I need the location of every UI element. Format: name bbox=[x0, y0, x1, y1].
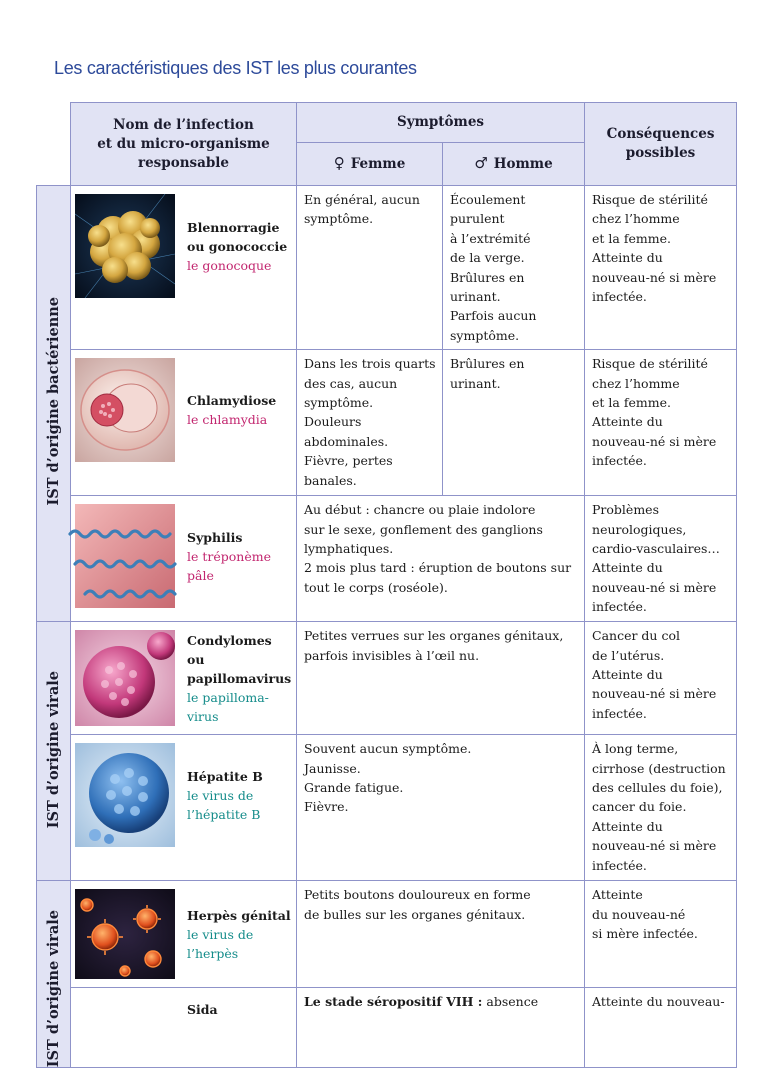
symptoms-combined bbox=[297, 988, 585, 1068]
page-title: Les caractéristiques des IST les plus courantes bbox=[54, 58, 417, 78]
table-row bbox=[37, 622, 737, 735]
infection-cell bbox=[71, 350, 297, 496]
symptoms-male: Brûlures en urinant. bbox=[443, 350, 585, 496]
herpes-virus-image bbox=[75, 889, 175, 979]
infection-name: Hépatite B bbox=[187, 768, 263, 784]
infection-agent: le tréponème pâle bbox=[187, 548, 271, 583]
table-row bbox=[37, 496, 737, 622]
infection-cell bbox=[71, 186, 297, 350]
infection-agent: le virus de l’hépatite B bbox=[187, 787, 261, 822]
header-infection-name: Nom de l’infection et du micro-organisme responsable bbox=[71, 103, 297, 186]
table-row bbox=[37, 186, 737, 350]
header-female-label: Femme bbox=[350, 156, 406, 172]
infection-cell bbox=[71, 496, 297, 622]
symptoms-combined: Petites verrues sur les organes génitaux, parfois invisibles à l’œil nu. bbox=[297, 622, 585, 735]
symptoms-female: En général, aucun symptôme. bbox=[297, 186, 443, 350]
consequences: Problèmes neurologiques, cardio-vasculaires… Atteinte du nouveau-né si mère infectée. bbox=[585, 496, 737, 622]
consequences: Atteinte du nouveau-né si mère infectée. bbox=[585, 881, 737, 988]
group-viral-label: IST d’origine virale bbox=[45, 670, 62, 828]
group-bacterial bbox=[37, 186, 71, 622]
infection-name: Condylomes ou papillomavirus bbox=[187, 632, 292, 686]
infection-agent: le chlamydia bbox=[187, 412, 268, 428]
header-male bbox=[443, 143, 585, 186]
ist-table-container bbox=[36, 102, 736, 1068]
symptoms-male: Écoulement purulent à l’extrémité de la verge. Brûlures en urinant. Parfois aucun symptôme. bbox=[443, 186, 585, 350]
header-symptoms: Symptômes bbox=[297, 103, 585, 143]
infection-name: Sida bbox=[187, 1002, 218, 1018]
papillomavirus-image bbox=[75, 630, 175, 726]
infection-name: Herpès génital bbox=[187, 907, 291, 923]
gonococcus-image bbox=[75, 194, 175, 298]
group-viral-continued-label: IST d’origine virale bbox=[45, 909, 62, 1068]
symptoms-bold-text: Le stade séropositif VIH : bbox=[304, 994, 483, 1010]
infection-name: Blennorragie ou gonococcie bbox=[187, 219, 288, 254]
table-row bbox=[37, 988, 737, 1068]
treponema-image bbox=[75, 504, 175, 608]
infection-cell bbox=[71, 735, 297, 881]
consequences: Cancer du col de l’utérus. Atteinte du nouveau-né si mère infectée. bbox=[585, 622, 737, 735]
infection-cell bbox=[71, 988, 297, 1068]
ist-table bbox=[36, 102, 737, 1068]
group-bacterial-label: IST d’origine bactérienne bbox=[45, 297, 62, 506]
consequences: Atteinte du nouveau- bbox=[585, 988, 737, 1068]
infection-cell bbox=[71, 622, 297, 735]
infection-name: Chlamydiose bbox=[187, 393, 277, 409]
female-symbol-icon: ♀ bbox=[333, 154, 345, 172]
header-consequences: Conséquences possibles bbox=[585, 103, 737, 186]
hepatitis-b-image bbox=[75, 743, 175, 847]
symptoms-combined: Petits boutons douloureux en forme de bulles sur les organes génitaux. bbox=[297, 881, 585, 988]
consequences: À long terme, cirrhose (destruction des cellules du foie), cancer du foie. Atteinte du nouveau-né si mère infectée. bbox=[585, 735, 737, 881]
table-row bbox=[37, 881, 737, 988]
table-row bbox=[37, 735, 737, 881]
infection-agent: le gonocoque bbox=[187, 257, 272, 273]
header-male-label: Homme bbox=[493, 156, 553, 172]
infection-agent: le virus de l’herpès bbox=[187, 926, 254, 961]
infection-agent: le papilloma- virus bbox=[187, 689, 269, 724]
consequences: Risque de stérilité chez l’homme et la femme. Atteinte du nouveau-né si mère infectée. bbox=[585, 350, 737, 496]
table-row bbox=[37, 350, 737, 496]
consequences: Risque de stérilité chez l’homme et la femme. Atteinte du nouveau-né si mère infectée. bbox=[585, 186, 737, 350]
chlamydia-image bbox=[75, 358, 175, 462]
header-female bbox=[297, 143, 443, 186]
male-symbol-icon: ♂ bbox=[474, 154, 488, 172]
header-corner bbox=[37, 103, 71, 186]
symptoms-combined: Souvent aucun symptôme. Jaunisse. Grande fatigue. Fièvre. bbox=[297, 735, 585, 881]
infection-cell bbox=[71, 881, 297, 988]
group-viral-continued bbox=[37, 881, 71, 1068]
symptoms-combined: Au début : chancre ou plaie indolore sur le sexe, gonflement des ganglions lymphatiques. 2 mois plus tard : éruption de boutons sur tout le corps (roséole). bbox=[297, 496, 585, 622]
infection-name: Syphilis bbox=[187, 529, 243, 545]
symptoms-female: Dans les trois quarts des cas, aucun symptôme. Douleurs abdominales. Fièvre, pertes banales. bbox=[297, 350, 443, 496]
group-viral bbox=[37, 622, 71, 881]
symptoms-text: absence bbox=[482, 994, 539, 1010]
